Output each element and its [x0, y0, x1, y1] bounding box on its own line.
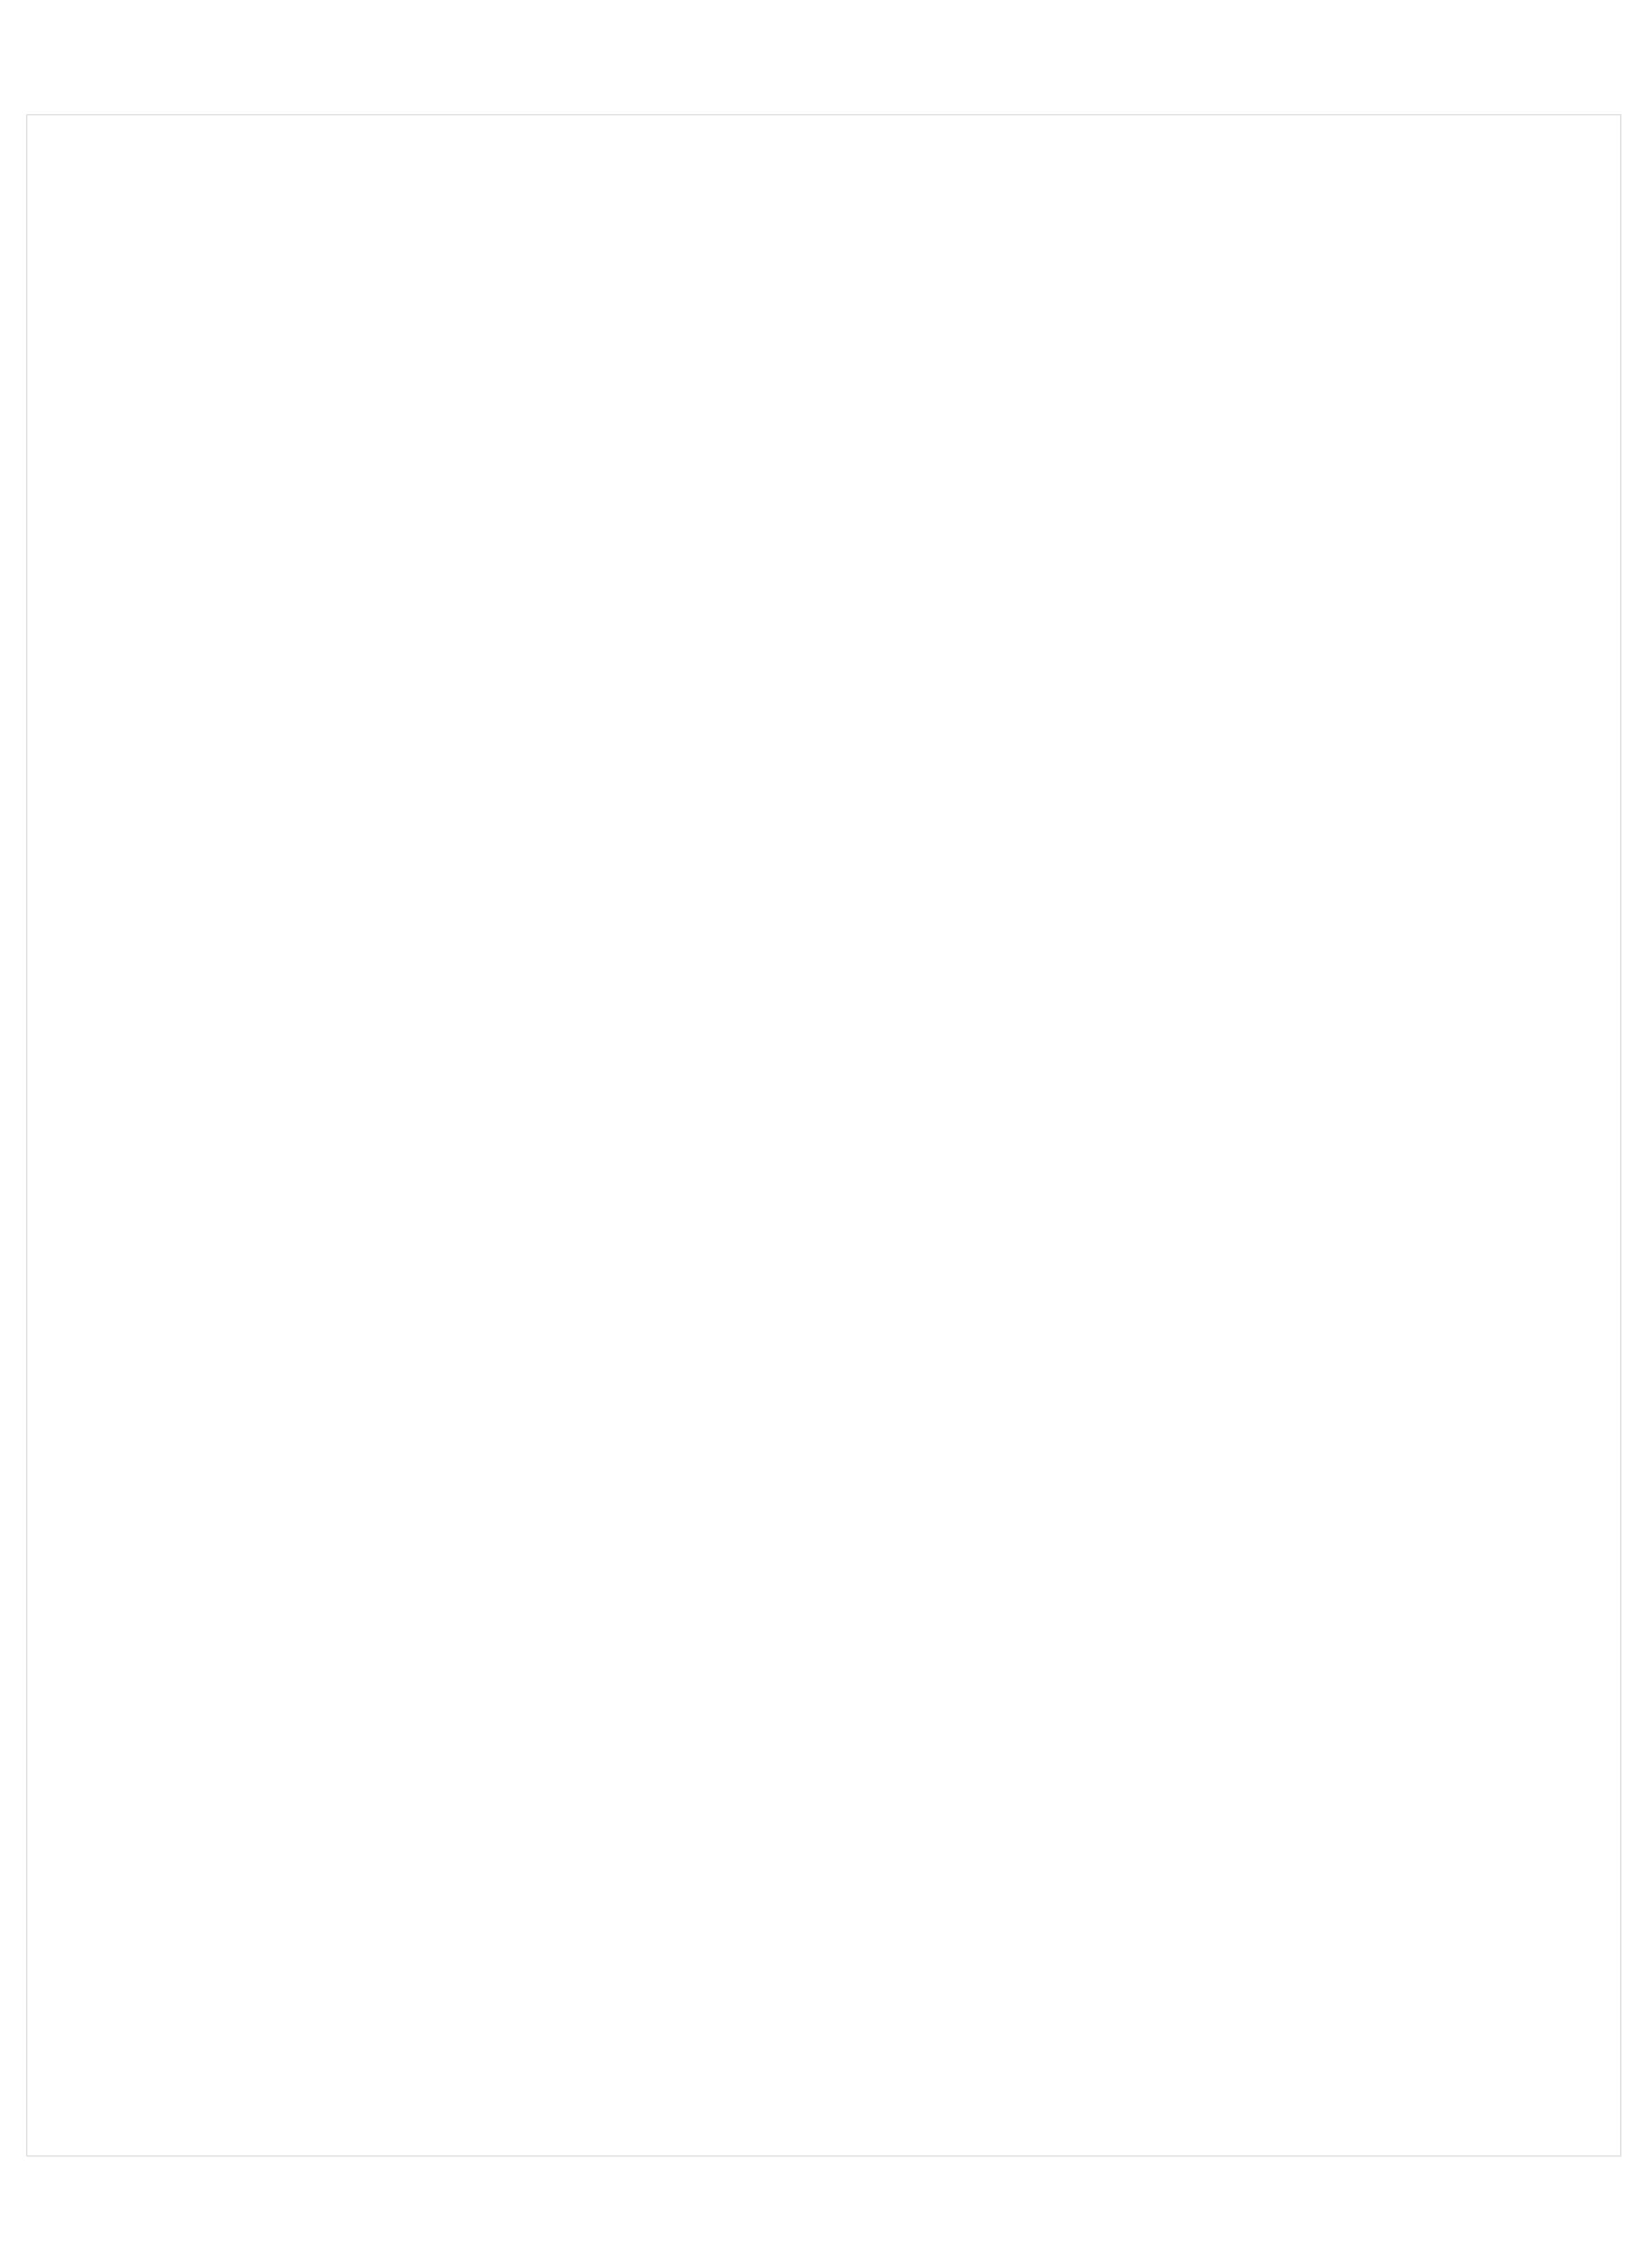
page-frame: [26, 114, 1622, 2157]
